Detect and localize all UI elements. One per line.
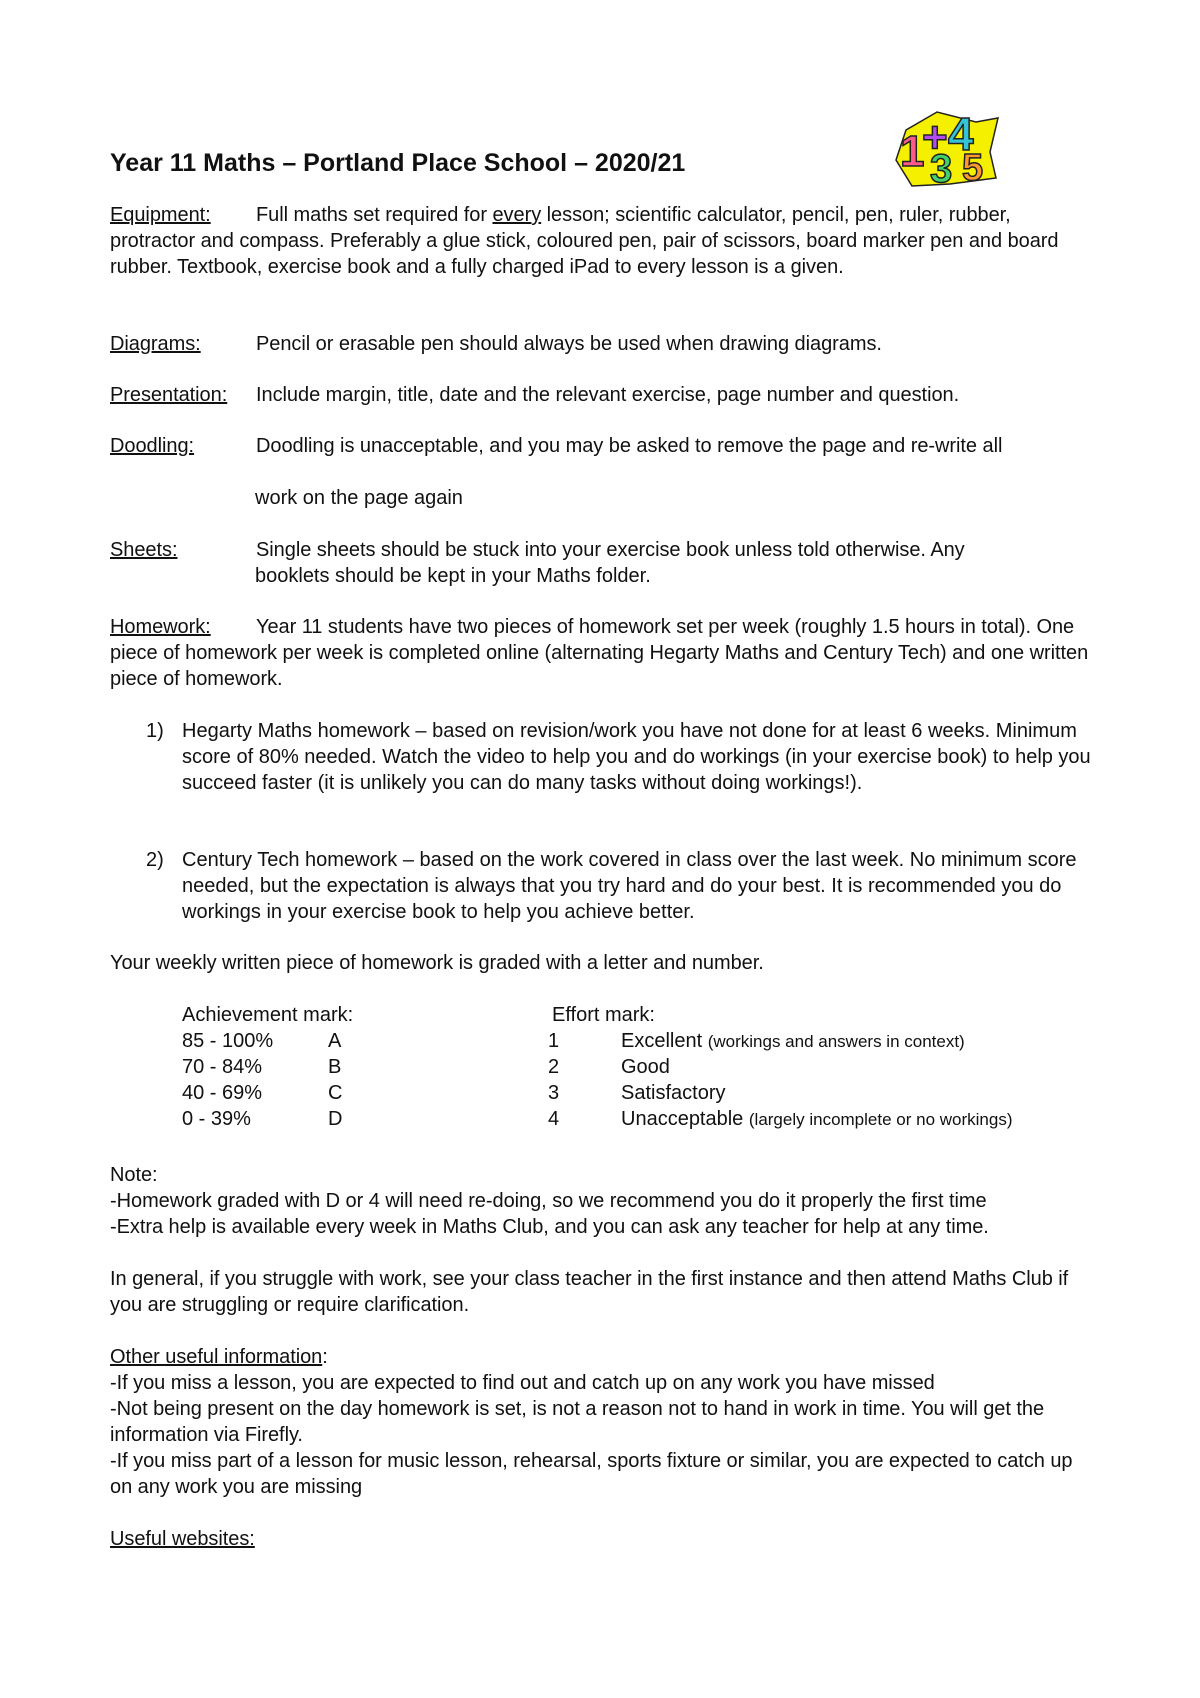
other-line: -If you miss part of a lesson for music lesson, rehearsal, sports fixture or similar, you are expected to catch up on any work you are missing <box>110 1450 1073 1498</box>
homework-label: Homework: <box>110 616 211 638</box>
presentation-label: Presentation: <box>110 384 228 406</box>
diagrams-paragraph <box>110 331 1100 357</box>
presentation-text: Include margin, title, date and the relevant exercise, page number and question. <box>256 384 960 406</box>
doodling-line2: work on the page again <box>255 487 463 509</box>
effort-header: Effort mark: <box>552 1004 655 1026</box>
equipment-text-post: lesson; scientific calculator, pencil, pen, ruler, rubber, protractor and compass. Preferably a glue stick, coloured pen, pair of scissors, board marker pen and board rubber. Textbook, exercise book and a fully charged iPad to every lesson is a given. <box>110 204 1059 278</box>
effort-note: (largely incomplete or no workings) <box>748 1110 1013 1129</box>
graded-intro: Your weekly written piece of homework is graded with a letter and number. <box>110 952 764 974</box>
achievement-range: 70 - 84% <box>182 1056 263 1078</box>
note-line: -Homework graded with D or 4 will need re-doing, so we recommend you do it properly the first time <box>110 1190 987 1212</box>
doodling-paragraph <box>110 433 1100 459</box>
general-paragraph: In general, if you struggle with work, see your class teacher in the first instance and then attend Maths Club if you are struggling or require clarification. <box>110 1268 1069 1316</box>
effort-label: Excellent <box>621 1030 703 1052</box>
equipment-paragraph <box>110 202 1100 280</box>
effort-number: 3 <box>548 1082 560 1104</box>
sheets-line1: Single sheets should be stuck into your exercise book unless told otherwise. Any <box>256 539 965 561</box>
list-item-number: 1) <box>146 720 164 742</box>
effort-label-row <box>621 1106 1012 1133</box>
equipment-text-pre: Full maths set required for <box>256 204 493 226</box>
doodling-line1: Doodling is unacceptable, and you may be asked to remove the page and re-write all <box>256 435 1003 457</box>
achievement-grade: A <box>328 1030 342 1052</box>
achievement-header: Achievement mark: <box>182 1004 354 1026</box>
svg-text:4: 4 <box>948 108 974 160</box>
homework-paragraph <box>110 614 1100 692</box>
achievement-grade: D <box>328 1108 343 1130</box>
doodling-label: Doodling: <box>110 435 195 457</box>
effort-label: Satisfactory <box>621 1082 726 1104</box>
diagrams-label: Diagrams: <box>110 333 201 355</box>
list-item: Century Tech homework – based on the work covered in class over the last week. No minimum score needed, but the expectation is always that you try hard and do your best. It is recommended you do workings in your exercise book to help you achieve better. <box>182 849 1077 923</box>
websites-heading-text: Useful websites: <box>110 1528 255 1550</box>
achievement-range: 0 - 39% <box>182 1108 251 1130</box>
other-heading-colon: : <box>322 1346 328 1368</box>
achievement-range: 40 - 69% <box>182 1082 263 1104</box>
equipment-label: Equipment: <box>110 204 211 226</box>
note-heading: Note: <box>110 1164 158 1186</box>
list-item: Hegarty Maths homework – based on revision/work you have not done for at least 6 weeks. Minimum score of 80% needed. Watch the video to help you and do workings (in your exercise book) to help you succeed faster (it is unlikely you can do many tasks without doing workings!). <box>182 720 1091 794</box>
achievement-grade: C <box>328 1082 343 1104</box>
websites-heading <box>110 1526 1100 1552</box>
other-heading-text: Other useful information <box>110 1346 323 1368</box>
effort-number: 4 <box>548 1108 560 1130</box>
note-line: -Extra help is available every week in Maths Club, and you can ask any teacher for help at any time. <box>110 1216 989 1238</box>
svg-text:5: 5 <box>962 147 984 189</box>
svg-text:1: 1 <box>900 127 925 176</box>
achievement-grade: B <box>328 1056 342 1078</box>
other-line: -If you miss a lesson, you are expected to find out and catch up on any work you have missed <box>110 1372 935 1394</box>
sheets-line2: booklets should be kept in your Maths folder. <box>255 565 651 587</box>
effort-note: (workings and answers in context) <box>707 1032 965 1051</box>
equipment-emphasis: every <box>492 204 542 226</box>
sheets-paragraph <box>110 537 1100 563</box>
effort-label: Good <box>621 1056 670 1078</box>
sheets-label: Sheets: <box>110 539 178 561</box>
page-title: Year 11 Maths – Portland Place School – 2020/21 <box>110 149 686 177</box>
homework-text: Year 11 students have two pieces of homework set per week (roughly 1.5 hours in total). One piece of homework per week is completed online (alternating Hegarty Maths and Century Tech) and one written piece of homework. <box>110 616 1089 690</box>
effort-label-row <box>621 1028 965 1055</box>
list-item-number: 2) <box>146 849 164 871</box>
effort-label: Unacceptable <box>621 1108 744 1130</box>
svg-text:3: 3 <box>930 147 953 190</box>
other-line: -Not being present on the day homework is set, is not a reason not to hand in work in time. You will get the information via Firefly. <box>110 1398 1045 1446</box>
svg-text:+: + <box>922 113 948 162</box>
presentation-paragraph <box>110 382 1100 408</box>
achievement-range: 85 - 100% <box>182 1030 274 1052</box>
other-heading <box>110 1344 1100 1370</box>
effort-number: 1 <box>548 1030 560 1052</box>
effort-number: 2 <box>548 1056 560 1078</box>
colourful-numbers-clipart-icon <box>892 100 1002 190</box>
diagrams-text: Pencil or erasable pen should always be used when drawing diagrams. <box>256 333 882 355</box>
